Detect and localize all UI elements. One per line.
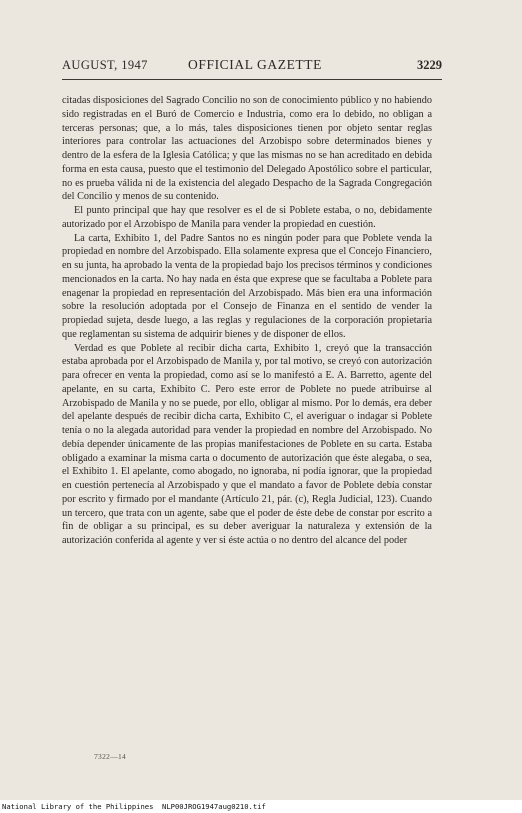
header-title: OFFICIAL GAZETTE (188, 57, 322, 72)
running-header (62, 58, 442, 74)
page-number: 3229 (417, 58, 442, 72)
header-date: AUGUST, 1947 (62, 58, 148, 72)
scan-info-strip (0, 800, 522, 813)
paragraph: El punto principal que hay que resolver es el de si Poblete estaba, o no, debidamente autorizado por el Arzobispo de Manila para vender la propiedad en cuestión. (62, 205, 432, 230)
header-rule (62, 79, 442, 80)
paragraph-continuation: citadas disposiciones del Sagrado Concilio no son de conocimiento público y no habiendo sido registradas en el Buró de Comercio e Industria, como era lo debido, no obligan a terceras personas; que, a lo más, tales disposiciones tienen por objeto sentar reglas interiores para controlar las actuaciones del Arzobispo sobre determinados bienes y dentro de la esfera de la Iglesia Católica; y que las mismas no se han acreditado en debida forma en esta causa, puesto que el testimonio del Delegado Apostólico sobre el particular, no es prueba válida ni de la existencia del alegado Despacho de la Sagrada Congregación del Concilio y menos de su contenido. (62, 95, 432, 203)
library-name: National Library of the Philippines (2, 802, 154, 811)
paragraph: Verdad es que Poblete al recibir dicha carta, Exhibito 1, creyó que la transacción estaba aprobada por el Arzobispado de Manila y, por tal motivo, se creyó con autorización para ofrecer en venta la propiedad, como así se lo manifestó a E. A. Barretto, agente del apelante, en su carta, Exhibito C. Pero este error de Poblete no puede atribuirse al Arzobispado de Manila y no se puede, por ello, obligar al mismo. Por lo demás, era deber del apelante después de recibir dicha carta, Exhibito C, el averiguar o indagar si Poblete tenía o no la alegada autoridad para vender la propiedad en nombre del Arzobispado. No debía depender únicamente de las propias manifestaciones de Poblete en su carta. Estaba obligado a examinar la misma carta o documento de autorización que éste alegaba, o sea, el Exhibito 1. El apelante, como abogado, no ignoraba, ni podía ignorar, que la propiedad en cuestión pertenecía al Arzobispado y que el mandato a favor de Poblete debía constar por escrito y firmado por el mandante (Artículo 21, pár. (c), Regla Judicial, 123). Cuando un tercero, que trata con un agente, sabe que el poder de éste debe de constar por escrito a fin de obligar a su principal, es su deber averiguar la naturaleza y extensión de la autorización conferida al agente y ver si éste actúa o no dentro del alcance del poder (62, 342, 432, 546)
print-code: 7322—14 (94, 752, 127, 761)
scan-filename: NLP00JROG1947aug0210.tif (162, 802, 266, 811)
paragraph: La carta, Exhibito 1, del Padre Santos no es ningún poder para que Poblete venda la propiedad en nombre del Arzobispado. Ella solamente expresa que el Concejo Financiero, en su junta, ha aprobado la venta de la propiedad bajo los precisos términos y condiciones mencionados en la carta. No hay nada en ésta que exprese que se facultaba a Poblete para enagenar la propiedad en representación del Arzobispado. Más bien era una información sobre la resolución adoptada por el Consejo de Finanza en el sentido de vender la propiedad sujeta, desde luego, a las reglas y regulaciones de la corporación propietaria que reglamentan su sistema de adquirir bienes y de disponer de ellos. (62, 232, 432, 340)
article-body (62, 94, 432, 548)
